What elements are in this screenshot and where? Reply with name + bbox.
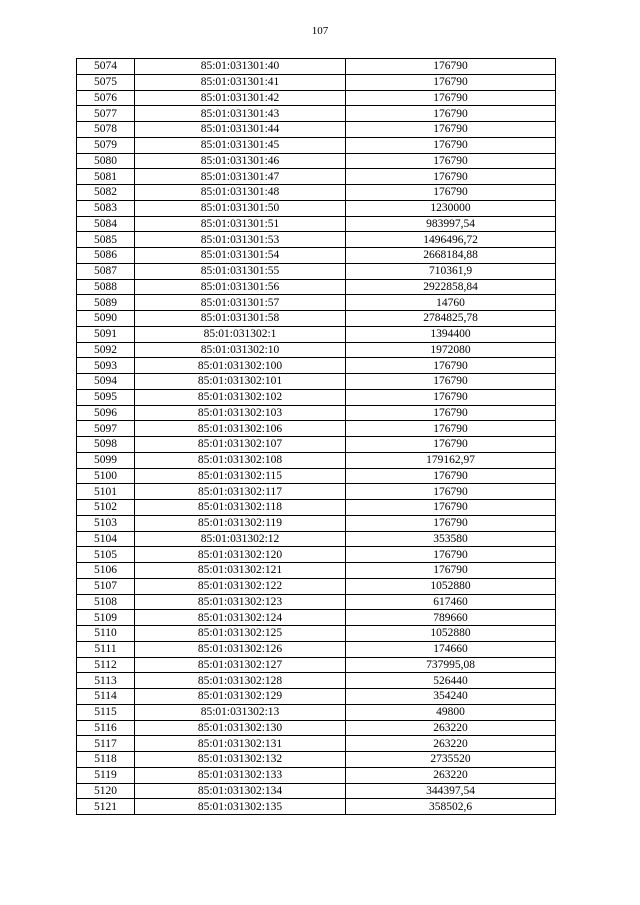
table-row [77,358,556,374]
cadastral-number-cell: 85:01:031301:44 [135,122,346,138]
cadastral-value-cell: 174660 [346,641,556,657]
row-number-cell: 5081 [77,169,135,185]
row-number-cell: 5076 [77,90,135,106]
row-number-cell: 5084 [77,216,135,232]
table-row [77,578,556,594]
cadastral-number-cell: 85:01:031302:130 [135,720,346,736]
table-row [77,547,556,563]
row-number-cell: 5075 [77,74,135,90]
cadastral-number-cell: 85:01:031302:125 [135,626,346,642]
table-row [77,153,556,169]
cadastral-value-cell: 176790 [346,468,556,484]
table-row [77,799,556,815]
table-row [77,610,556,626]
cadastral-number-cell: 85:01:031302:127 [135,657,346,673]
cadastral-number-cell: 85:01:031302:115 [135,468,346,484]
table-row [77,752,556,768]
row-number-cell: 5114 [77,689,135,705]
cadastral-value-cell: 983997,54 [346,216,556,232]
cadastral-value-cell: 176790 [346,153,556,169]
row-number-cell: 5116 [77,720,135,736]
table-row [77,279,556,295]
table-row [77,389,556,405]
cadastral-value-cell: 353580 [346,531,556,547]
row-number-cell: 5111 [77,641,135,657]
table-row [77,689,556,705]
cadastral-value-cell: 176790 [346,374,556,390]
row-number-cell: 5098 [77,437,135,453]
cadastral-number-cell: 85:01:031301:47 [135,169,346,185]
cadastral-number-cell: 85:01:031302:132 [135,752,346,768]
row-number-cell: 5085 [77,232,135,248]
cadastral-number-cell: 85:01:031302:124 [135,610,346,626]
cadastral-value-cell: 176790 [346,122,556,138]
row-number-cell: 5096 [77,405,135,421]
cadastral-number-cell: 85:01:031302:121 [135,563,346,579]
row-number-cell: 5074 [77,59,135,75]
row-number-cell: 5090 [77,311,135,327]
page-number: 107 [311,25,329,37]
row-number-cell: 5101 [77,484,135,500]
table-row [77,500,556,516]
table-row [77,437,556,453]
row-number-cell: 5095 [77,389,135,405]
row-number-cell: 5080 [77,153,135,169]
table-row [77,200,556,216]
cadastral-number-cell: 85:01:031301:46 [135,153,346,169]
table-row [77,74,556,90]
table-row [77,185,556,201]
row-number-cell: 5115 [77,704,135,720]
row-number-cell: 5119 [77,767,135,783]
cadastral-number-cell: 85:01:031301:53 [135,232,346,248]
table-row [77,626,556,642]
table-row [77,295,556,311]
table-row [77,169,556,185]
cadastral-value-cell: 176790 [346,421,556,437]
row-number-cell: 5091 [77,326,135,342]
cadastral-number-cell: 85:01:031301:40 [135,59,346,75]
cadastral-value-cell: 176790 [346,563,556,579]
table-row [77,106,556,122]
row-number-cell: 5083 [77,200,135,216]
table-row [77,515,556,531]
cadastral-number-cell: 85:01:031301:45 [135,137,346,153]
cadastral-number-cell: 85:01:031302:103 [135,405,346,421]
row-number-cell: 5106 [77,563,135,579]
table-row [77,216,556,232]
cadastral-number-cell: 85:01:031302:133 [135,767,346,783]
row-number-cell: 5103 [77,515,135,531]
row-number-cell: 5093 [77,358,135,374]
table-row [77,59,556,75]
table-row [77,531,556,547]
table-row [77,468,556,484]
cadastral-number-cell: 85:01:031301:50 [135,200,346,216]
table-row [77,736,556,752]
row-number-cell: 5100 [77,468,135,484]
table-row [77,657,556,673]
row-number-cell: 5088 [77,279,135,295]
cadastral-number-cell: 85:01:031301:54 [135,248,346,264]
table-row [77,248,556,264]
cadastral-number-cell: 85:01:031301:51 [135,216,346,232]
cadastral-value-cell: 176790 [346,137,556,153]
table-row [77,421,556,437]
cadastral-value-cell: 1230000 [346,200,556,216]
cadastral-value-cell: 263220 [346,767,556,783]
cadastral-value-cell: 176790 [346,389,556,405]
row-number-cell: 5120 [77,783,135,799]
table-row [77,484,556,500]
cadastral-number-cell: 85:01:031302:107 [135,437,346,453]
cadastral-number-cell: 85:01:031302:119 [135,515,346,531]
cadastral-number-cell: 85:01:031301:42 [135,90,346,106]
cadastral-value-cell: 1052880 [346,578,556,594]
cadastral-value-cell: 263220 [346,736,556,752]
row-number-cell: 5104 [77,531,135,547]
row-number-cell: 5107 [77,578,135,594]
cadastral-value-table [76,58,556,815]
cadastral-value-cell: 176790 [346,169,556,185]
cadastral-number-cell: 85:01:031302:100 [135,358,346,374]
row-number-cell: 5108 [77,594,135,610]
row-number-cell: 5078 [77,122,135,138]
cadastral-value-cell: 179162,97 [346,452,556,468]
cadastral-number-cell: 85:01:031302:10 [135,342,346,358]
table-row [77,767,556,783]
cadastral-value-cell: 2668184,88 [346,248,556,264]
cadastral-number-cell: 85:01:031301:55 [135,263,346,279]
table-row [77,563,556,579]
cadastral-value-cell: 1496496,72 [346,232,556,248]
cadastral-number-cell: 85:01:031302:108 [135,452,346,468]
cadastral-number-cell: 85:01:031302:117 [135,484,346,500]
table-body [77,59,556,815]
cadastral-value-cell: 263220 [346,720,556,736]
row-number-cell: 5105 [77,547,135,563]
cadastral-number-cell: 85:01:031302:131 [135,736,346,752]
cadastral-number-cell: 85:01:031301:57 [135,295,346,311]
cadastral-value-cell: 526440 [346,673,556,689]
row-number-cell: 5087 [77,263,135,279]
cadastral-value-cell: 176790 [346,515,556,531]
cadastral-value-cell: 49800 [346,704,556,720]
cadastral-value-cell: 354240 [346,689,556,705]
cadastral-number-cell: 85:01:031302:128 [135,673,346,689]
row-number-cell: 5117 [77,736,135,752]
cadastral-value-cell: 737995,08 [346,657,556,673]
cadastral-value-cell: 2922858,84 [346,279,556,295]
table-row [77,720,556,736]
cadastral-value-cell: 1052880 [346,626,556,642]
cadastral-value-cell: 176790 [346,405,556,421]
cadastral-number-cell: 85:01:031302:118 [135,500,346,516]
cadastral-number-cell: 85:01:031302:12 [135,531,346,547]
row-number-cell: 5077 [77,106,135,122]
cadastral-number-cell: 85:01:031302:101 [135,374,346,390]
table-row [77,263,556,279]
table-row [77,90,556,106]
row-number-cell: 5094 [77,374,135,390]
cadastral-number-cell: 85:01:031302:134 [135,783,346,799]
cadastral-value-cell: 14760 [346,295,556,311]
table-row [77,452,556,468]
row-number-cell: 5102 [77,500,135,516]
cadastral-value-cell: 176790 [346,484,556,500]
cadastral-number-cell: 85:01:031302:122 [135,578,346,594]
cadastral-value-cell: 176790 [346,59,556,75]
row-number-cell: 5097 [77,421,135,437]
cadastral-number-cell: 85:01:031302:120 [135,547,346,563]
cadastral-value-cell: 358502,6 [346,799,556,815]
table-row [77,311,556,327]
row-number-cell: 5118 [77,752,135,768]
cadastral-number-cell: 85:01:031302:126 [135,641,346,657]
cadastral-number-cell: 85:01:031302:123 [135,594,346,610]
table-row [77,594,556,610]
row-number-cell: 5086 [77,248,135,264]
row-number-cell: 5089 [77,295,135,311]
cadastral-value-cell: 710361,9 [346,263,556,279]
cadastral-number-cell: 85:01:031302:1 [135,326,346,342]
cadastral-number-cell: 85:01:031302:129 [135,689,346,705]
row-number-cell: 5112 [77,657,135,673]
cadastral-value-cell: 176790 [346,106,556,122]
cadastral-number-cell: 85:01:031302:102 [135,389,346,405]
cadastral-number-cell: 85:01:031301:56 [135,279,346,295]
cadastral-number-cell: 85:01:031301:43 [135,106,346,122]
row-number-cell: 5109 [77,610,135,626]
cadastral-value-cell: 1972080 [346,342,556,358]
cadastral-number-cell: 85:01:031301:41 [135,74,346,90]
cadastral-value-cell: 176790 [346,500,556,516]
row-number-cell: 5110 [77,626,135,642]
table-row [77,673,556,689]
cadastral-value-cell: 2735520 [346,752,556,768]
table-row [77,137,556,153]
cadastral-value-cell: 176790 [346,74,556,90]
table-row [77,374,556,390]
table-row [77,232,556,248]
row-number-cell: 5121 [77,799,135,815]
cadastral-number-cell: 85:01:031301:48 [135,185,346,201]
row-number-cell: 5099 [77,452,135,468]
table-row [77,342,556,358]
table-row [77,641,556,657]
cadastral-number-cell: 85:01:031302:135 [135,799,346,815]
cadastral-value-cell: 176790 [346,437,556,453]
cadastral-value-cell: 344397,54 [346,783,556,799]
cadastral-value-cell: 176790 [346,185,556,201]
table-row [77,122,556,138]
table-row [77,326,556,342]
row-number-cell: 5082 [77,185,135,201]
row-number-cell: 5079 [77,137,135,153]
cadastral-value-cell: 2784825,78 [346,311,556,327]
cadastral-value-cell: 176790 [346,90,556,106]
table-row [77,783,556,799]
cadastral-value-cell: 176790 [346,547,556,563]
cadastral-value-cell: 789660 [346,610,556,626]
table-row [77,405,556,421]
row-number-cell: 5092 [77,342,135,358]
cadastral-number-cell: 85:01:031302:106 [135,421,346,437]
cadastral-value-cell: 176790 [346,358,556,374]
table-row [77,704,556,720]
cadastral-value-cell: 617460 [346,594,556,610]
row-number-cell: 5113 [77,673,135,689]
cadastral-number-cell: 85:01:031302:13 [135,704,346,720]
cadastral-value-cell: 1394400 [346,326,556,342]
cadastral-number-cell: 85:01:031301:58 [135,311,346,327]
